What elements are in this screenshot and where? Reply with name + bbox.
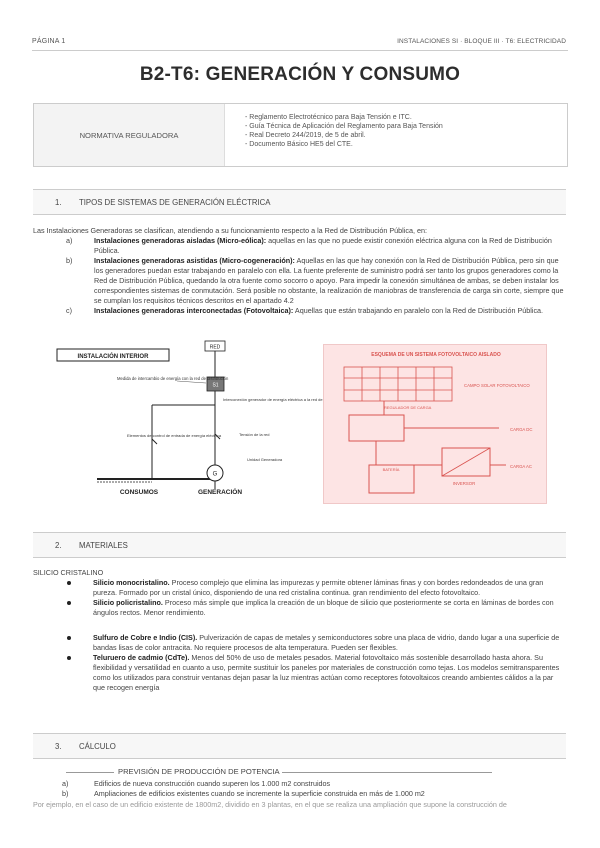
interconnection-diagram xyxy=(57,339,344,499)
course-label: INSTALACIONES SI · BLOQUE III · T6: ELECTRICIDAD xyxy=(397,38,566,45)
regulador-label: REGULADOR DE CARGA xyxy=(384,405,432,410)
item-heading: Silicio policristalino. xyxy=(93,598,163,607)
list-item xyxy=(62,779,566,789)
bullet-icon xyxy=(67,636,71,640)
silicio-subhead: SILICIO CRISTALINO xyxy=(33,568,104,577)
normativa-box xyxy=(33,103,568,167)
regulador-box xyxy=(349,415,404,441)
normativa-label: NORMATIVA REGULADORA xyxy=(34,104,225,166)
page-title: B2-T6: GENERACIÓN Y CONSUMO xyxy=(139,64,461,85)
list-item xyxy=(67,653,567,693)
carga-ac-label: CARGA AC xyxy=(510,464,532,469)
generacion-label: GENERACIÓN xyxy=(197,489,243,496)
item-text: aquellas en las que no puede existir conexión eléctrica alguna con la Red de Distribución Pública. xyxy=(94,236,552,255)
interconexion-label: Interconexión generador de energía eléctrica a la red de distribución xyxy=(223,397,344,402)
list-item xyxy=(66,306,566,316)
carga-dc-label: CARGA DC xyxy=(510,427,533,432)
normativa-item: - Documento Básico HE5 del CTE. xyxy=(245,141,353,148)
page-label: PÁGINA 1 xyxy=(32,38,66,45)
inversor-label: INVERSOR xyxy=(452,481,476,486)
calc-list xyxy=(62,779,566,799)
item-text: Menos del 50% de uso de metales pesados. Material fotovoltaico más sostenible desarrollado hasta ahora. Su flexibilidad y versatilidad en cuanto a uso, permite sustituir los paneles por materiales de construcción como tejas. Los modelos semitransparentes como los utilizados para construir ventanas dejan pasar la luz mientras actúan como receptores fotovoltaicos creando ambientes cálidos a la par que recogen energía xyxy=(93,653,560,692)
bullet-icon xyxy=(67,601,71,605)
item-text: Aquellas en las que hay conexión con la Red de Distribución Pública, pero sin que los generadores puedan estar trabajando en paralelo con ella. La fuente preferente de suministro podrá ser tanto los grupos generadores como la Red de Distribución Pública, quedando la otra fuente como socorro o apoyo. Para impedir la conexión simultánea de ambas, se deben instalar los correspondientes sistemas de conmutación. Será posible no obstante, la realización de maniobras de transferencia de carga sin corte, siempre que se cumplan los requisitos técnicos descritos en el apartado 4.2 xyxy=(94,256,564,305)
item-text: Proceso más simple que implica la creación de un bloque de silicio que posteriormente se corta en láminas de bordes con ángulos rectos. Menor rendimiento. xyxy=(93,598,554,617)
item-heading: Teluruero de cadmio (CdTe). xyxy=(93,653,190,662)
list-item xyxy=(67,598,567,618)
bateria-label: BATERÍA xyxy=(382,467,400,472)
list-item xyxy=(67,578,567,598)
list-marker: a) xyxy=(66,236,73,245)
list-marker: c) xyxy=(66,306,72,315)
materials-list-b xyxy=(67,633,567,693)
diagram-title: INSTALACIÓN INTERIOR xyxy=(77,354,149,360)
section-number: 3. xyxy=(55,741,62,751)
list-item xyxy=(67,633,567,653)
list-item xyxy=(66,256,566,306)
calc-example: Por ejemplo, en el caso de un edificio existente de 1800m2, dividido en 3 plantas, en el que se realiza una ampliación que supone la construcción de xyxy=(33,800,507,809)
item-heading: Sulfuro de Cobre e Indio (CIS). xyxy=(93,633,198,642)
section-number: 2. xyxy=(55,540,62,550)
item-heading: Instalaciones generadoras interconectadas (Fotovoltaica): xyxy=(94,306,294,315)
normativa-item: - Guía Técnica de Aplicación del Reglamento para Baja Tensión xyxy=(245,123,443,130)
header-divider xyxy=(32,50,568,51)
consumos-label: CONSUMOS xyxy=(119,489,159,496)
item-heading: Silicio monocristalino. xyxy=(93,578,170,587)
item-heading: Instalaciones generadoras asistidas (Micro-cogeneración): xyxy=(94,256,295,265)
item-text: Pulverización de capas de metales y semiconductores sobre una placa de vidrio, dando lugar a una superficie de bandas lisas de color antracita. No requiere procesos de alta temperatura. Pueden ser flexibles. xyxy=(93,633,560,652)
calc-subhead: PREVISIÓN DE PRODUCCIÓN DE POTENCIA xyxy=(118,767,280,776)
section-title: CÁLCULO xyxy=(79,741,116,751)
tension-label: Tensión de la red xyxy=(239,432,270,437)
subhead-rule-right xyxy=(282,772,492,773)
solar-panel-grid xyxy=(344,367,452,401)
medida-label: Medida de intercambio de energía con la red de distribución xyxy=(117,376,229,381)
item-text: Aquellas que están trabajando en paralelo con la Red de Distribución Pública. xyxy=(293,306,544,315)
control-label: Elementos de control de entrada de energía eléctrica xyxy=(127,433,222,438)
list-item xyxy=(62,789,566,799)
generator-letter: G xyxy=(212,471,218,478)
item-text: Proceso complejo que elimina las impurezas y permite obtener láminas finas y con bordes redondeados de una gran pureza. Formado por un cristal único, disponiendo de una red cristalina continua. gran rendimiento del efecto fotovoltaico. xyxy=(93,578,544,597)
section-2-header xyxy=(33,532,566,558)
subhead-rule-left xyxy=(66,772,114,773)
normativa-list xyxy=(225,104,567,166)
materials-list-a xyxy=(67,578,567,618)
section-1-intro: Las Instalaciones Generadoras se clasifican, atendiendo a su funcionamiento respecto a la Red de Distribución Pública, en: xyxy=(33,226,427,235)
item-text: Ampliaciones de edificios existentes cuando se incremente la superficie construida en más de 1.000 m2 xyxy=(94,789,425,798)
item-heading: Instalaciones generadoras aisladas (Micro-eólica): xyxy=(94,236,267,245)
section-title: TIPOS DE SISTEMAS DE GENERACIÓN ELÉCTRICA xyxy=(79,197,271,207)
unidad-label: Unidad Generadora xyxy=(247,457,283,462)
list-marker: b) xyxy=(62,789,69,798)
meter-label: S1 xyxy=(212,382,219,389)
normativa-item: - Reglamento Electrotécnico para Baja Tensión e ITC. xyxy=(245,114,412,121)
list-item xyxy=(66,236,566,256)
red-label: RED xyxy=(209,344,221,351)
generator-types-list xyxy=(66,236,566,316)
pv-isolated-diagram xyxy=(323,344,547,504)
section-number: 1. xyxy=(55,197,62,207)
bullet-icon xyxy=(67,581,71,585)
section-title: MATERIALES xyxy=(79,540,128,550)
pv-diagram-title: ESQUEMA DE UN SISTEMA FOTOVOLTAICO AISLADO xyxy=(371,352,501,358)
item-text: Edificios de nueva construcción cuando superen los 1.000 m2 construidos xyxy=(94,779,331,788)
section-1-header xyxy=(33,189,566,215)
list-marker: b) xyxy=(66,256,73,265)
normativa-item: - Real Decreto 244/2019, de 5 de abril. xyxy=(245,132,366,139)
section-3-header xyxy=(33,733,566,759)
bullet-icon xyxy=(67,656,71,660)
campo-label: CAMPO SOLAR FOTOVOLTAICO xyxy=(464,383,530,388)
list-marker: a) xyxy=(62,779,69,788)
